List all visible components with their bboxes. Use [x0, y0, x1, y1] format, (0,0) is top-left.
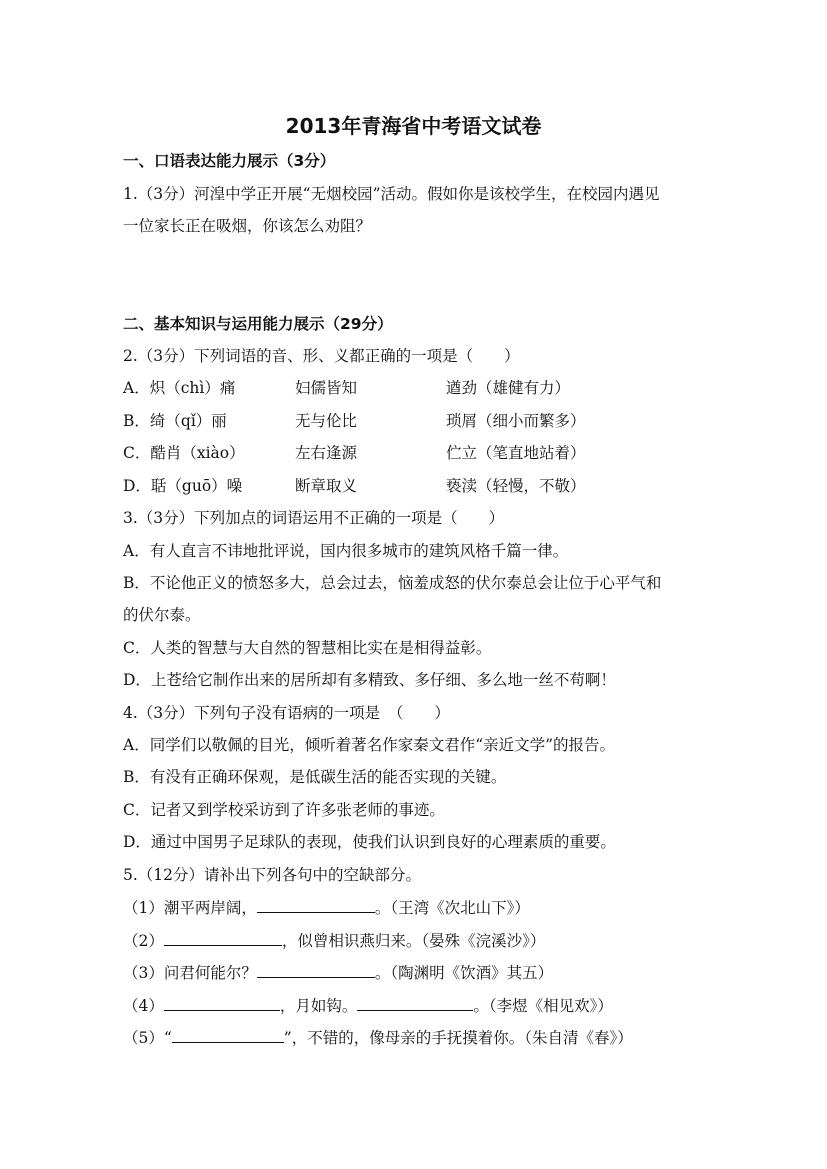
- q5-item-5: [123, 1026, 633, 1049]
- q4-stem: 4.（3分）下列句子没有语病的一项是 （ ）: [123, 704, 450, 722]
- q5-item-3: [123, 961, 553, 984]
- q5-item-2-prefix: （2）: [123, 932, 164, 950]
- q5-item-4: [123, 994, 613, 1017]
- q2-option-d-col3: 亵渎（轻慢，不敬）: [446, 477, 586, 495]
- q5-item-1-prefix: （1）潮平两岸阔，: [123, 899, 257, 917]
- page-title: 2013年青海省中考语文试卷: [285, 114, 542, 138]
- answer-blank[interactable]: [257, 896, 375, 913]
- section1-heading: 一、口语表达能力展示（3分）: [123, 152, 336, 170]
- q5-item-3-suffix: 。（陶渊明《饮酒》其五）: [374, 964, 554, 982]
- q4-option-c: C．记者又到学校采访到了许多张老师的事迹。: [123, 801, 445, 819]
- q3-option-a: A．有人直言不讳地批评说，国内很多城市的建筑风格千篇一律。: [123, 542, 569, 560]
- q2-option-b-col3: 琐屑（细小而繁多）: [446, 412, 586, 430]
- q2-option-a-col1: A．炽（chì）痛: [123, 379, 236, 397]
- q5-item-1: [123, 896, 530, 919]
- q1-text-line2: 一位家长正在吸烟，你该怎么劝阻？: [123, 217, 372, 235]
- q5-item-3-prefix: （3）问君何能尔？: [123, 964, 257, 982]
- q2-stem: 2.（3分）下列词语的音、形、义都正确的一项是（ ）: [123, 347, 520, 365]
- q3-option-c: C．人类的智慧与大自然的智慧相比实在是相得益彰。: [123, 639, 492, 657]
- q5-item-2: [123, 929, 545, 952]
- q2-option-c-col1: C．酷肖（xiào）: [123, 444, 245, 462]
- q4-option-d: D．通过中国男子足球队的表现，使我们认识到良好的心理素质的重要。: [123, 833, 616, 851]
- q3-stem: 3.（3分）下列加点的词语运用不正确的一项是（ ）: [123, 509, 505, 527]
- q3-option-b-line2: 的伏尔泰。: [123, 606, 201, 624]
- q2-option-d-col2: 断章取义: [295, 477, 358, 495]
- q5-item-5-suffix: ”，不错的，像母亲的手抚摸着你。（朱自清《春》）: [283, 1029, 633, 1047]
- q2-option-c-col3: 伫立（笔直地站着）: [446, 444, 586, 462]
- q1-text-line1: 1.（3分）河湟中学正开展“无烟校园”活动。假如你是该校学生，在校园内遇见: [123, 185, 660, 203]
- q5-item-1-suffix: 。（王湾《次北山下》）: [374, 899, 530, 917]
- q2-option-b-col2: 无与伦比: [295, 412, 358, 430]
- answer-blank[interactable]: [164, 929, 282, 946]
- q5-item-4-middle: ，月如钩。: [279, 997, 358, 1015]
- q3-option-b-line1: B．不论他正义的愤怒多大，总会过去，恼羞成怒的伏尔泰总会让位于心平气和: [123, 574, 662, 592]
- q5-item-5-prefix: （5）“: [123, 1029, 172, 1047]
- q5-stem: 5.（12分）请补出下列各句中的空缺部分。: [123, 866, 422, 884]
- q2-option-d-col1: D．聒（guō）噪: [123, 477, 243, 495]
- q2-option-c-col2: 左右逢源: [295, 444, 358, 462]
- answer-blank[interactable]: [357, 994, 473, 1011]
- q5-item-4-suffix: 。（李煜《相见欢》）: [473, 997, 613, 1015]
- answer-blank[interactable]: [172, 1026, 284, 1043]
- answer-blank[interactable]: [257, 961, 375, 978]
- answer-blank[interactable]: [164, 994, 280, 1011]
- q4-option-b: B．有没有正确环保观，是低碳生活的能否实现的关键。: [123, 768, 507, 786]
- section2-heading: 二、基本知识与运用能力展示（29分）: [123, 315, 393, 333]
- q2-option-a-col2: 妇儒皆知: [295, 379, 358, 397]
- q2-option-a-col3: 遒劲（雄健有力）: [446, 379, 571, 397]
- q5-item-2-suffix: ，似曾相识燕归来。（晏殊《浣溪沙》）: [281, 932, 546, 950]
- q3-option-d: D．上苍给它制作出来的居所却有多精致、多仔细、多么地一丝不苟啊！: [123, 671, 616, 689]
- q4-option-a: A．同学们以敬佩的目光，倾听着著名作家秦文君作“亲近文学”的报告。: [123, 736, 616, 754]
- q2-option-b-col1: B．绮（qǐ）丽: [123, 412, 227, 430]
- q5-item-4-prefix: （4）: [123, 997, 164, 1015]
